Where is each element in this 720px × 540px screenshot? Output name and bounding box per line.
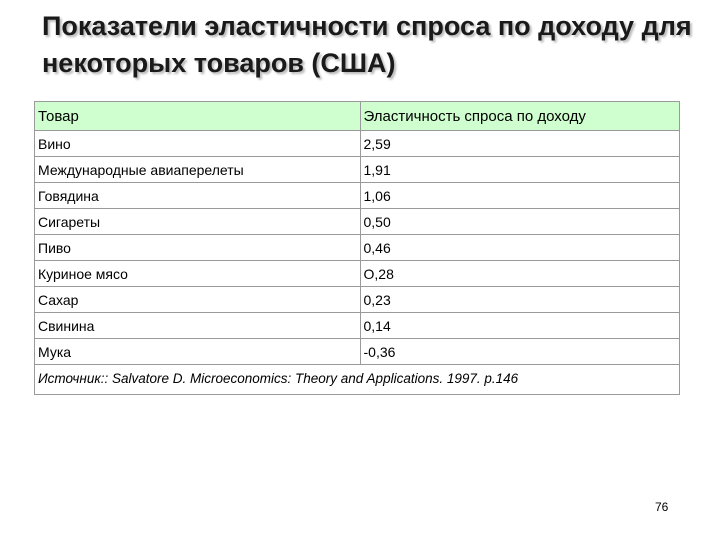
source-citation: Источник:: Salvatore D. Microeconomics: Theory and Applications. 1997. p.146 [38, 371, 519, 386]
elasticity-cell: 0,23 [360, 287, 679, 313]
table-row [35, 209, 679, 235]
product-cell: Куриное мясо [35, 261, 360, 287]
slide-title: Показатели эластичности спроса по доходу для некоторых товаров (США) [42, 11, 692, 78]
column-header-product: Товар [35, 102, 360, 131]
product-cell: Вино [35, 131, 360, 157]
elasticity-cell: 0,46 [360, 235, 679, 261]
product-cell: Сахар [35, 287, 360, 313]
source-row [35, 365, 679, 393]
elasticity-table [35, 102, 679, 392]
table-row [35, 131, 679, 157]
page-number: 76 [655, 500, 669, 514]
table-row [35, 287, 679, 313]
table-row [35, 339, 679, 365]
elasticity-table-container [34, 101, 680, 395]
product-cell: Международные авиаперелеты [35, 157, 360, 183]
elasticity-cell: О,28 [360, 261, 679, 287]
elasticity-cell: -0,36 [360, 339, 679, 365]
elasticity-cell: 0,50 [360, 209, 679, 235]
table-row [35, 183, 679, 209]
product-cell: Пиво [35, 235, 360, 261]
table-row [35, 157, 679, 183]
product-cell: Свинина [35, 313, 360, 339]
product-cell: Сигареты [35, 209, 360, 235]
table-row [35, 235, 679, 261]
product-cell: Говядина [35, 183, 360, 209]
table-row [35, 261, 679, 287]
elasticity-cell: 1,06 [360, 183, 679, 209]
product-cell: Мука [35, 339, 360, 365]
elasticity-cell: 2,59 [360, 131, 679, 157]
elasticity-cell: 0,14 [360, 313, 679, 339]
column-header-elasticity: Эластичность спроса по доходу [360, 102, 679, 131]
elasticity-cell: 1,91 [360, 157, 679, 183]
table-header-row [35, 102, 679, 131]
table-row [35, 313, 679, 339]
